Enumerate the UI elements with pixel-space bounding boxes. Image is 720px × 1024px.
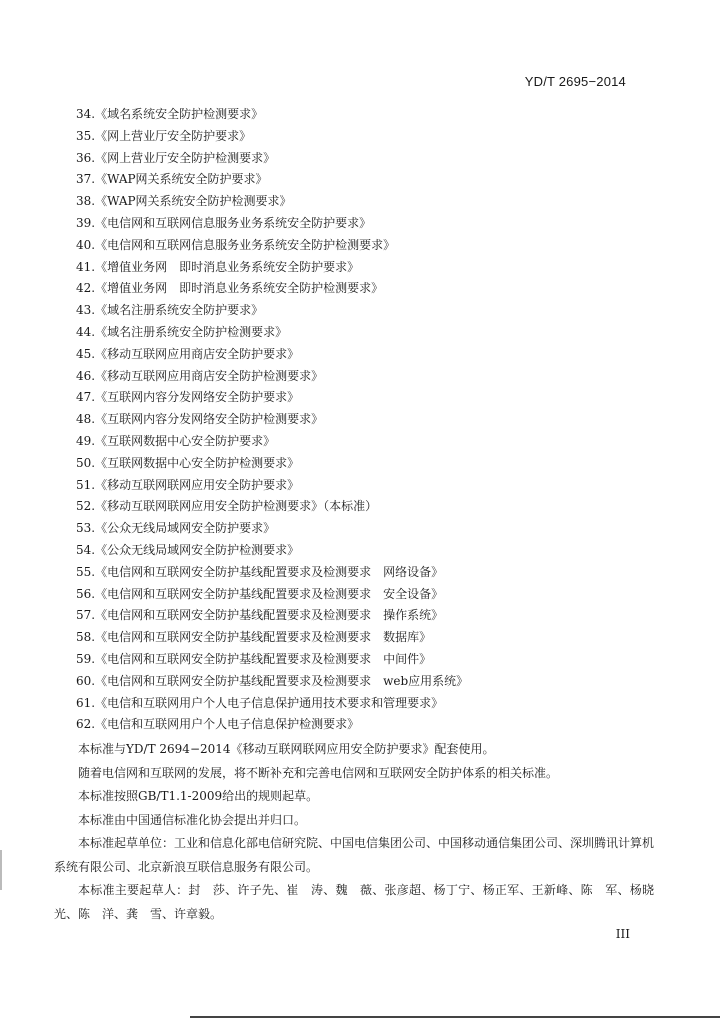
standards-list (76, 104, 656, 736)
list-item: 38.《WAP网关系统安全防护检测要求》 (76, 194, 292, 209)
list-item: 39.《电信网和互联网信息服务业务系统安全防护要求》 (76, 215, 372, 230)
list-item: 60.《电信网和互联网安全防护基线配置要求及检测要求 web应用系统》 (76, 673, 469, 688)
paragraph: 本标准主要起草人：封 莎、许子先、崔 涛、魏 薇、张彦超、杨丁宁、杨正军、王新峰、陈 军、杨晓光、陈 洋、龚 雪、许章毅。 (54, 883, 654, 921)
list-item: 61.《电信和互联网用户个人电子信息保护通用技术要求和管理要求》 (76, 695, 444, 710)
list-item: 58.《电信网和互联网安全防护基线配置要求及检测要求 数据库》 (76, 630, 432, 645)
list-item: 44.《域名注册系统安全防护检测要求》 (76, 324, 288, 339)
paragraph: 随着电信网和互联网的发展，将不断补充和完善电信网和互联网安全防护体系的相关标准。 (78, 765, 559, 780)
page-number: III (615, 927, 630, 941)
list-item: 42.《增值业务网 即时消息业务系统安全防护检测要求》 (76, 281, 384, 296)
list-item: 47.《互联网内容分发网络安全防护要求》 (76, 390, 300, 405)
list-item: 46.《移动互联网应用商店安全防护检测要求》 (76, 368, 324, 383)
list-item: 59.《电信网和互联网安全防护基线配置要求及检测要求 中间件》 (76, 651, 432, 666)
list-item: 56.《电信网和互联网安全防护基线配置要求及检测要求 安全设备》 (76, 586, 444, 601)
standard-code: YD/T 2695−2014 (524, 74, 626, 89)
list-item: 35.《网上营业厅安全防护要求》 (76, 128, 252, 143)
list-item: 40.《电信网和互联网信息服务业务系统安全防护检测要求》 (76, 237, 396, 252)
list-item: 57.《电信网和互联网安全防护基线配置要求及检测要求 操作系统》 (76, 608, 444, 623)
list-item: 34.《域名系统安全防护检测要求》 (76, 107, 264, 121)
scan-edge-mark (0, 850, 2, 890)
scan-edge-line (190, 1016, 720, 1018)
paragraph: 本标准与YD/T 2694−2014《移动互联网联网应用安全防护要求》配套使用。 (78, 742, 495, 756)
list-item: 54.《公众无线局域网安全防护检测要求》 (76, 542, 300, 557)
list-item: 52.《移动互联网联网应用安全防护检测要求》（本标准） (76, 499, 378, 514)
list-item: 49.《互联网数据中心安全防护要求》 (76, 433, 276, 448)
list-item: 55.《电信网和互联网安全防护基线配置要求及检测要求 网络设备》 (76, 564, 444, 579)
paragraph: 本标准按照GB/T1.1-2009给出的规则起草。 (78, 789, 319, 803)
list-item: 51.《移动互联网联网应用安全防护要求》 (76, 477, 300, 492)
foreword-paragraphs (54, 738, 654, 926)
list-item: 41.《增值业务网 即时消息业务系统安全防护要求》 (76, 259, 360, 274)
list-item: 62.《电信和互联网用户个人电子信息保护检测要求》 (76, 717, 360, 732)
paragraph: 本标准起草单位：工业和信息化部电信研究院、中国电信集团公司、中国移动通信集团公司、深圳腾讯计算机系统有限公司、北京新浪互联信息服务有限公司。 (54, 836, 655, 874)
list-item: 37.《WAP网关系统安全防护要求》 (76, 172, 268, 187)
list-item: 36.《网上营业厅安全防护检测要求》 (76, 150, 276, 165)
paragraph: 本标准由中国通信标准化协会提出并归口。 (78, 812, 307, 827)
list-item: 53.《公众无线局域网安全防护要求》 (76, 521, 276, 536)
list-item: 50.《互联网数据中心安全防护检测要求》 (76, 455, 300, 470)
list-item: 45.《移动互联网应用商店安全防护要求》 (76, 346, 300, 361)
list-item: 43.《域名注册系统安全防护要求》 (76, 303, 264, 318)
list-item: 48.《互联网内容分发网络安全防护检测要求》 (76, 412, 324, 427)
